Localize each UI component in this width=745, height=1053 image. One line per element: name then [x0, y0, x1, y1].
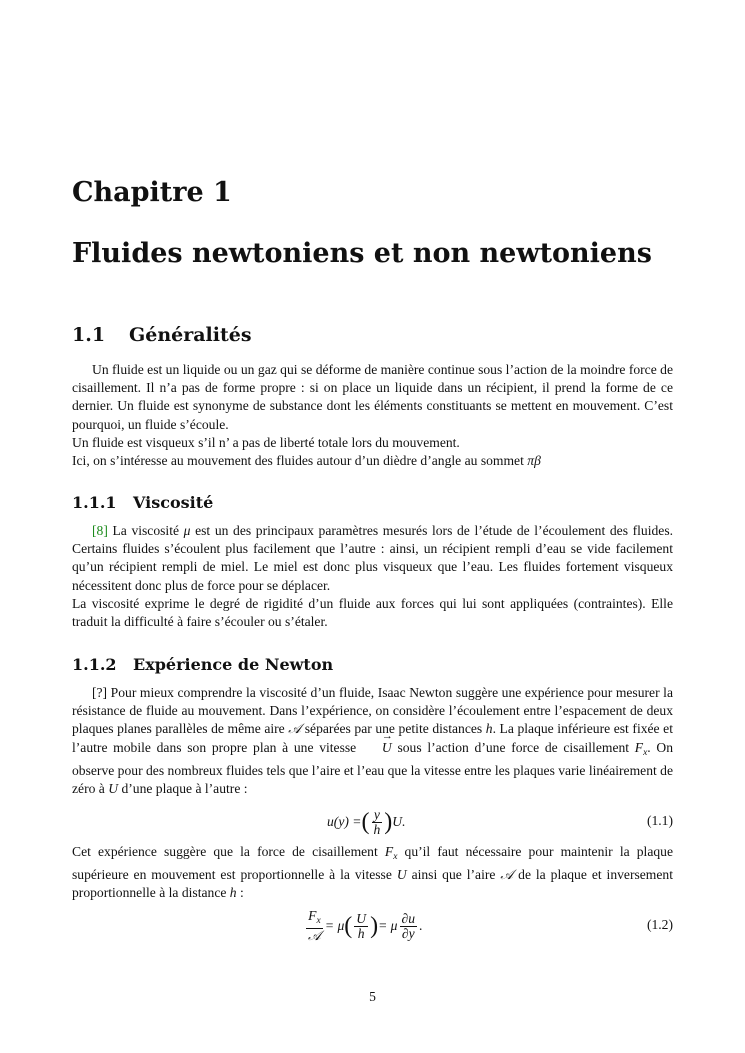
section-title: Généralités	[129, 324, 252, 346]
section-title: Expérience de Newton	[133, 655, 334, 674]
section-heading-1-1-2	[72, 655, 333, 675]
fraction-du-over-dy: $\frac{\partial u}{\partial y}$	[401, 910, 416, 941]
paragraph: La viscosité exprime le degré de rigidité d’un fluide aux forces qui lui sont appliquées (contraintes). Elle traduit la difficulté à faire s’écouler ou s’étaler.	[72, 595, 673, 630]
section-heading-1-1	[72, 323, 252, 347]
paragraph: Cet expérience suggère que la force de cisaillement $F_x$ qu’il faut nécessaire pour maintenir la plaque supérieure en mouvement est proportionnelle à la vitesse U ainsi que l’aire 𝒜 de la plaque et inversement proportionnelle à la distance h :	[72, 844, 673, 901]
citation-link[interactable]: [8]	[92, 523, 108, 538]
equation-number: (1.2)	[646, 917, 673, 932]
equation-1-1: u(y) = ( $\frac{y}{h}$ ) U. (1.1)	[327, 806, 673, 837]
math-mu: μ	[183, 523, 191, 538]
equation-1-2: $\frac{F_x}{\text{𝒜}}$ = μ ( $\frac{U}{h}$ ) = μ $\frac{\partial u}{\partial y}$ . (1.2)	[308, 908, 673, 943]
chapter-label: Chapitre 1	[72, 177, 232, 208]
section-1-1-body	[72, 361, 673, 470]
section-title: Viscosité	[133, 493, 214, 512]
section-heading-1-1-1	[72, 493, 213, 513]
section-number: 1.1.1	[72, 493, 117, 512]
paragraph: Un fluide est visqueux s’il n’ a pas de liberté totale lors du mouvement.	[72, 434, 460, 450]
section-number: 1.1.2	[72, 655, 117, 674]
paragraph: [?] Pour mieux comprendre la viscosité d’un fluide, Isaac Newton suggère une expérience pour mesurer la résistance de fluide au mouvement. Dans l’expérience, on considère l’écoulement entre l’espacement de deux plaques planes parallèles de même aire 𝒜 séparées par une petite distances h. La plaque inférieure est fixée et l’autre mobile dans son propre plan à une vitesse → U sous l’action d’une force de cisaillement $F_x$. On observe pour des nombreux fluides tels que l’aire et l’eau que la vitesse entre les plaques varie linéairement de zéro à U d’une plaque à l’autre :	[72, 684, 673, 798]
fraction-y-over-h: $\frac{y}{h}$	[373, 806, 381, 837]
fraction-Fx-over-A: $\frac{F_x}{\text{𝒜}}$	[308, 908, 321, 943]
fraction-U-over-h: $\frac{U}{h}$	[356, 910, 367, 941]
paragraph: [8] La viscosité μ est un des principaux paramètres mesurés lors de l’étude de l’écoulement des fluides. Certains fluides s’écoulent plus facilement que l’autre : ainsi, un récipient rempli d’eau se vide facilement qu’un récipient rempli de miel. Le miel est donc plus visqueux que l’eau. Les fluides fortement visqueux nécessitent donc plus de force pour se déplacer.	[72, 523, 674, 593]
chapter-title: Fluides newtoniens et non newtoniens	[72, 238, 652, 269]
math-pi-beta: πβ	[527, 453, 541, 469]
section-1-1-2-body-2	[72, 843, 673, 903]
equation-number: (1.1)	[646, 813, 673, 828]
paragraph: Un fluide est un liquide ou un gaz qui se déforme de manière continue sous l’action de la moindre force de cisaillement. Il n’a pas de forme propre : si on place un liquide dans un récipient, il prend la forme de ce dernier. Un fluide est synonyme de substance dont les éléments constituants se mettent en mouvement. C’est pourquoi, un fluide s’écoule.	[72, 362, 673, 432]
page-number: 5	[369, 989, 376, 1004]
vector-U: → U	[362, 739, 392, 757]
section-number: 1.1	[72, 324, 106, 346]
section-1-1-2-body	[72, 684, 673, 798]
paragraph: Ici, on s’intéresse au mouvement des fluides autour d’un dièdre d’angle au sommet πβ	[72, 453, 541, 469]
citation-unresolved: [?]	[92, 685, 108, 700]
section-1-1-1-body	[72, 522, 673, 631]
